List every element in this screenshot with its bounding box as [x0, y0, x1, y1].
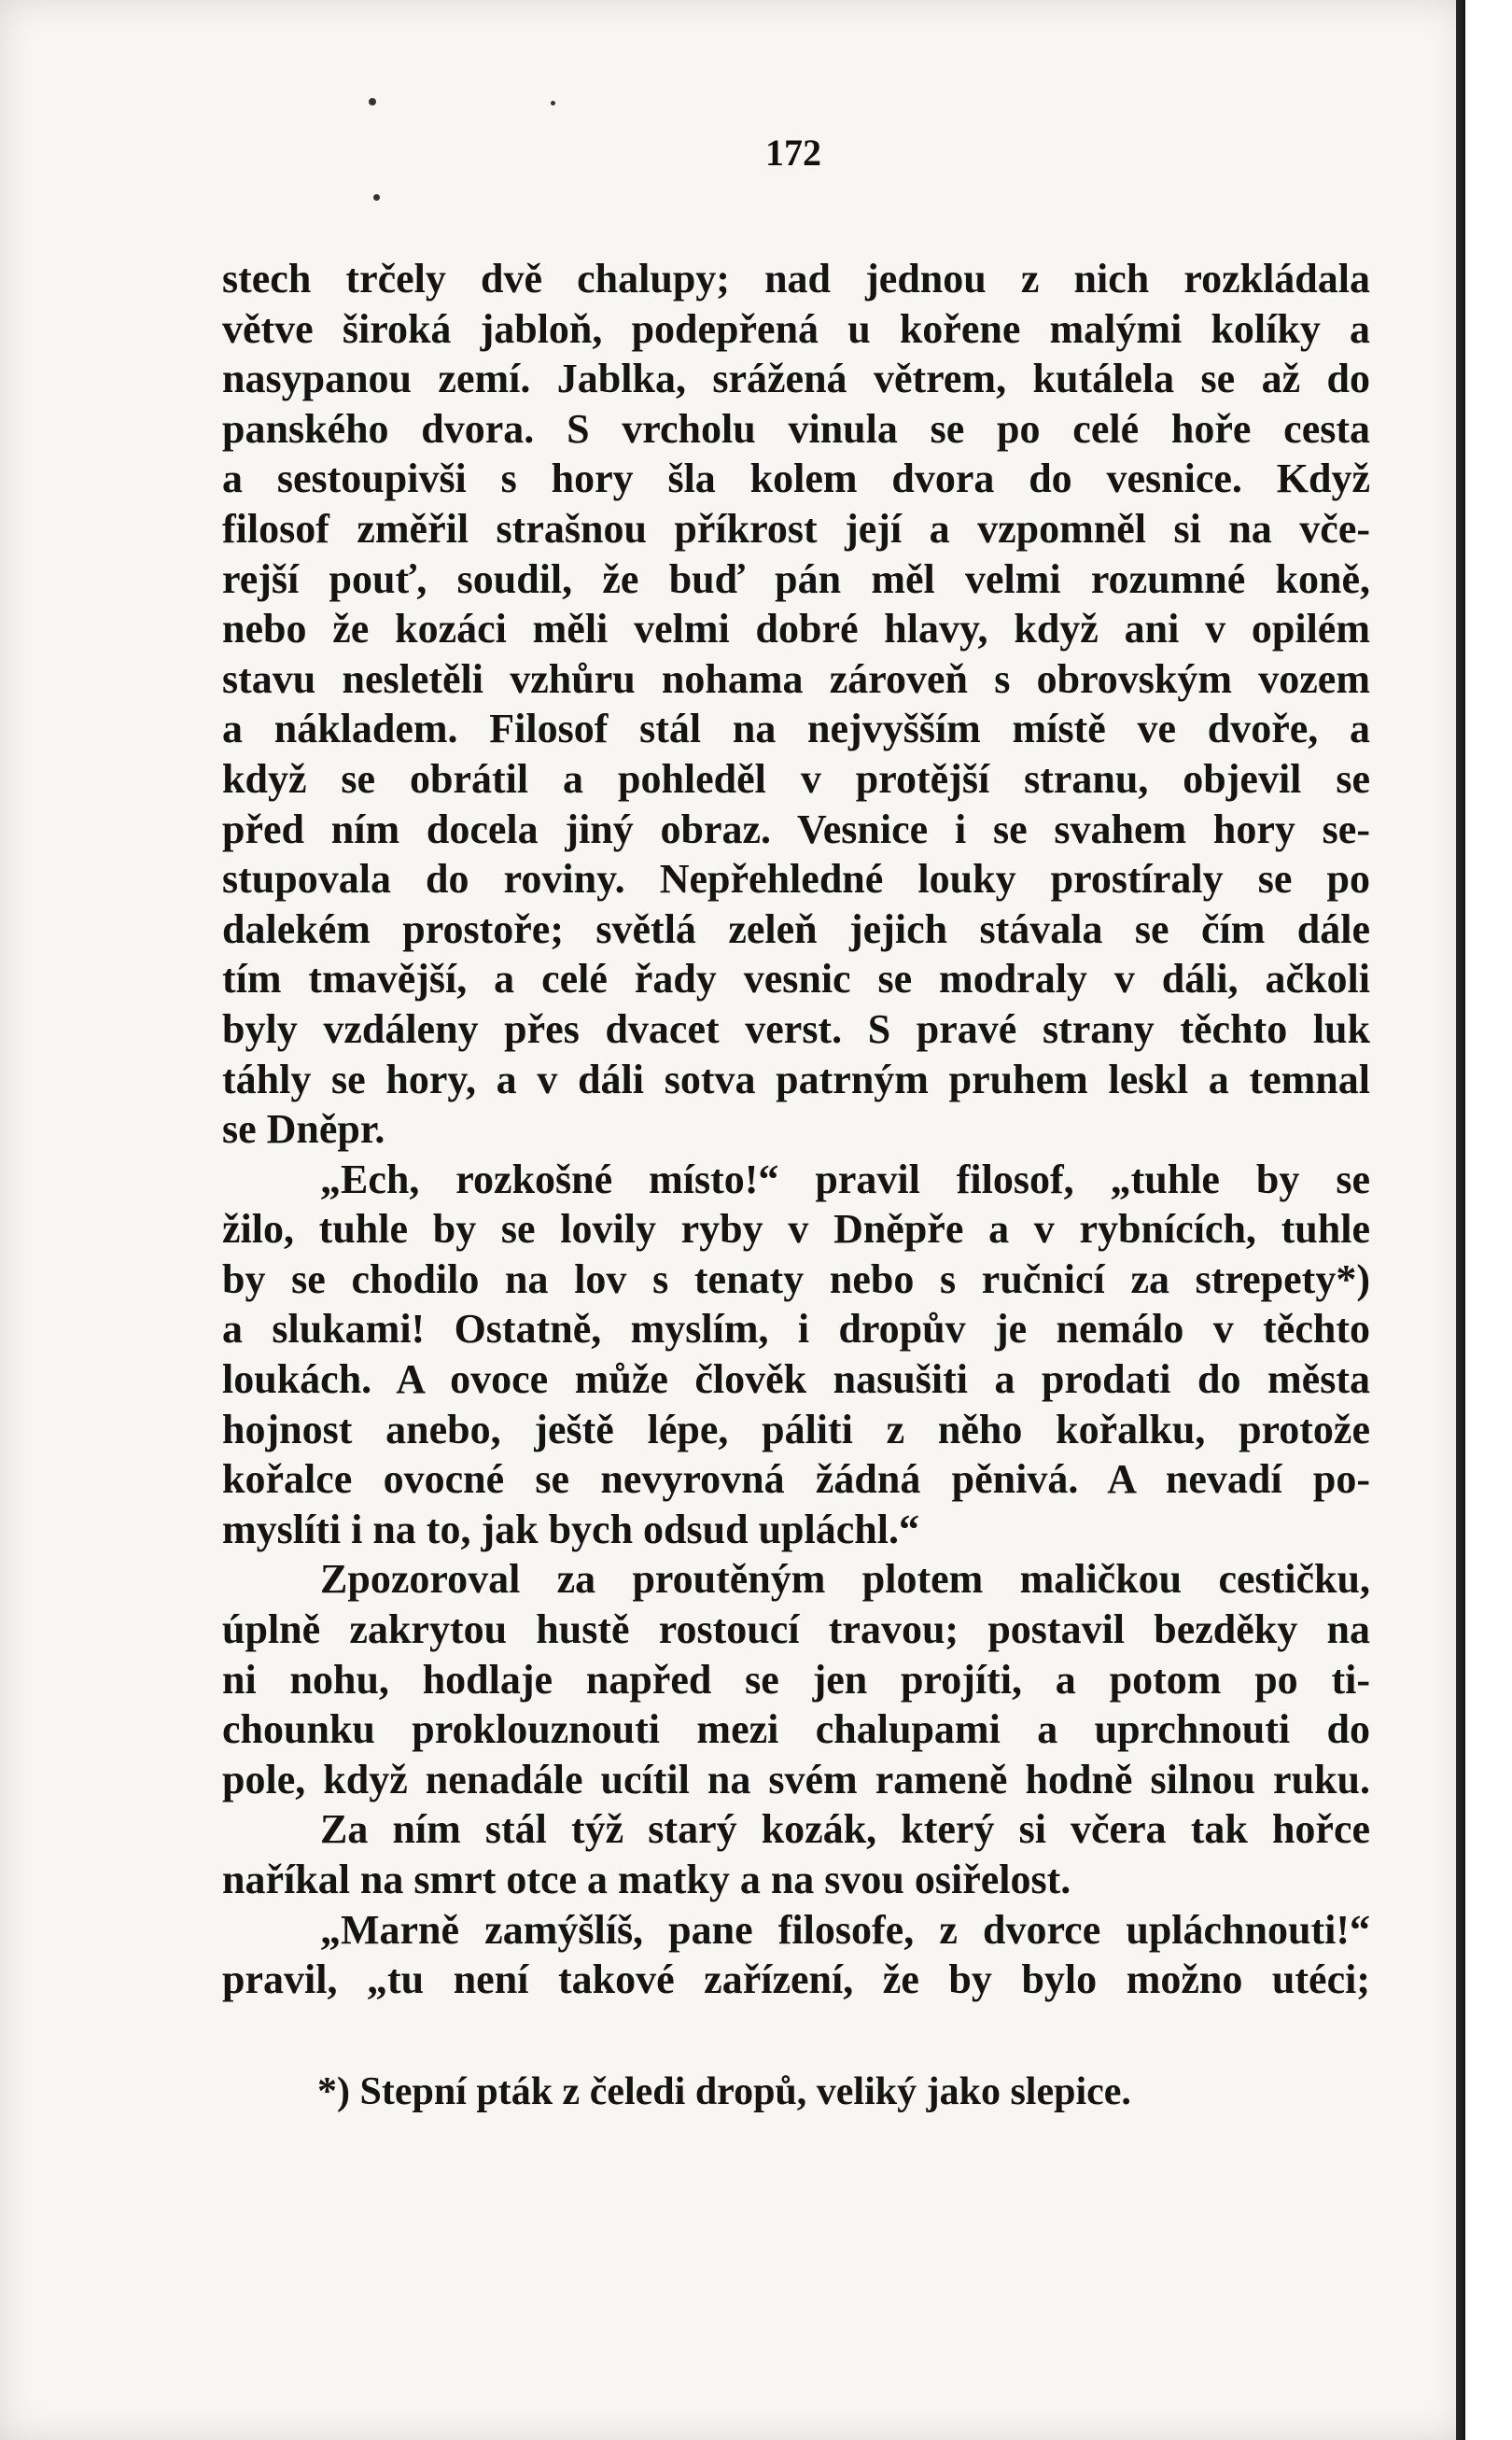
text-line: ni nohu, hodlaje napřed se jen projíti, a potom po ti- — [222, 1656, 1370, 1703]
text-line: pravil, „tu není takové zařízení, že by bylo možno utéci; — [222, 1956, 1370, 2003]
text-line: chounku proklouznouti mezi chalupami a uprchnouti do — [222, 1706, 1370, 1753]
footnote: *) Stepní pták z čeledi dropů, veliký jako slepice. — [317, 2070, 1131, 2113]
text-line: „Ech, rozkošné místo!“ pravil filosof, „tuhle by se — [320, 1156, 1370, 1202]
text-line: a sestoupivši s hory šla kolem dvora do vesnice. Když — [222, 456, 1370, 502]
text-line: před ním docela jiný obraz. Vesnice i se svahem hory se- — [222, 806, 1370, 852]
text-line: loukách. A ovoce může člověk nasušiti a prodati do města — [222, 1356, 1370, 1403]
text-line: táhly se hory, a v dáli sotva patrným pruhem leskl a temnal — [222, 1056, 1370, 1102]
ink-speck — [369, 98, 376, 105]
text-line: filosof změřil strašnou příkrost její a vzpomněl si na vče- — [222, 505, 1370, 552]
text-line: se Dněpr. — [222, 1106, 385, 1153]
text-line: byly vzdáleny přes dvacet verst. S pravé strany těchto luk — [222, 1005, 1370, 1052]
text-line: nasypanou zemí. Jablka, srážená větrem, kutálela se až do — [222, 356, 1370, 402]
text-line: Zpozoroval za proutěným plotem maličkou cestičku, — [320, 1556, 1370, 1603]
text-line: tím tmavější, a celé řady vesnic se modraly v dáli, ačkoli — [222, 956, 1370, 1003]
text-line: stupovala do roviny. Nepřehledné louky prostíraly se po — [222, 856, 1370, 903]
text-line: hojnost anebo, ještě lépe, páliti z něho kořalku, protože — [222, 1406, 1370, 1452]
text-line: žilo, tuhle by se lovily ryby v Dněpře a v rybnících, tuhle — [222, 1206, 1370, 1253]
text-line: Za ním stál týž starý kozák, který si včera tak hořce — [320, 1806, 1370, 1853]
text-line: kořalce ovocné se nevyrovná žádná pěnivá. A nevadí po- — [222, 1456, 1370, 1503]
body-text — [222, 254, 1370, 2005]
text-line: větve široká jabloň, podepřená u kořene malými kolíky a — [222, 305, 1370, 352]
ink-speck — [373, 194, 380, 201]
text-line: rejší pouť, soudil, že buď pán měl velmi rozumné koně, — [222, 555, 1370, 602]
text-line: stavu nesletěli vzhůru nohama zároveň s obrovským vozem — [222, 655, 1370, 702]
text-line: nebo že kozáci měli velmi dobré hlavy, když ani v opilém — [222, 606, 1370, 652]
text-line: úplně zakrytou hustě rostoucí travou; postavil bezděky na — [222, 1606, 1370, 1653]
text-line: a slukami! Ostatně, myslím, i dropův je nemálo v těchto — [222, 1306, 1370, 1353]
ink-speck — [551, 101, 555, 105]
text-line: naříkal na smrt otce a matky a na svou osiřelost. — [222, 1857, 1071, 1902]
text-line: panského dvora. S vrcholu vinula se po celé hoře cesta — [222, 405, 1370, 452]
text-line: myslíti i na to, jak bych odsud upláchl.“ — [222, 1506, 919, 1552]
text-line: „Marně zamýšlíš, pane filosofe, z dvorce upláchnouti!“ — [320, 1906, 1370, 1953]
text-line: a nákladem. Filosof stál na nejvyšším místě ve dvoře, a — [222, 706, 1370, 752]
text-line: dalekém prostoře; světlá zeleň jejich stávala se čím dále — [222, 905, 1370, 952]
page-number: 172 — [765, 132, 821, 174]
text-line: když se obrátil a pohleděl v protější stranu, objevil se — [222, 755, 1370, 802]
text-line: by se chodilo na lov s tenaty nebo s ručnicí za strepety*) — [222, 1255, 1370, 1302]
scan-margin — [1465, 0, 1512, 2440]
text-line: stech trčely dvě chalupy; nad jednou z nich rozkládala — [222, 256, 1370, 301]
text-line: pole, když nenadále ucítil na svém rameně hodně silnou ruku. — [222, 1756, 1370, 1802]
